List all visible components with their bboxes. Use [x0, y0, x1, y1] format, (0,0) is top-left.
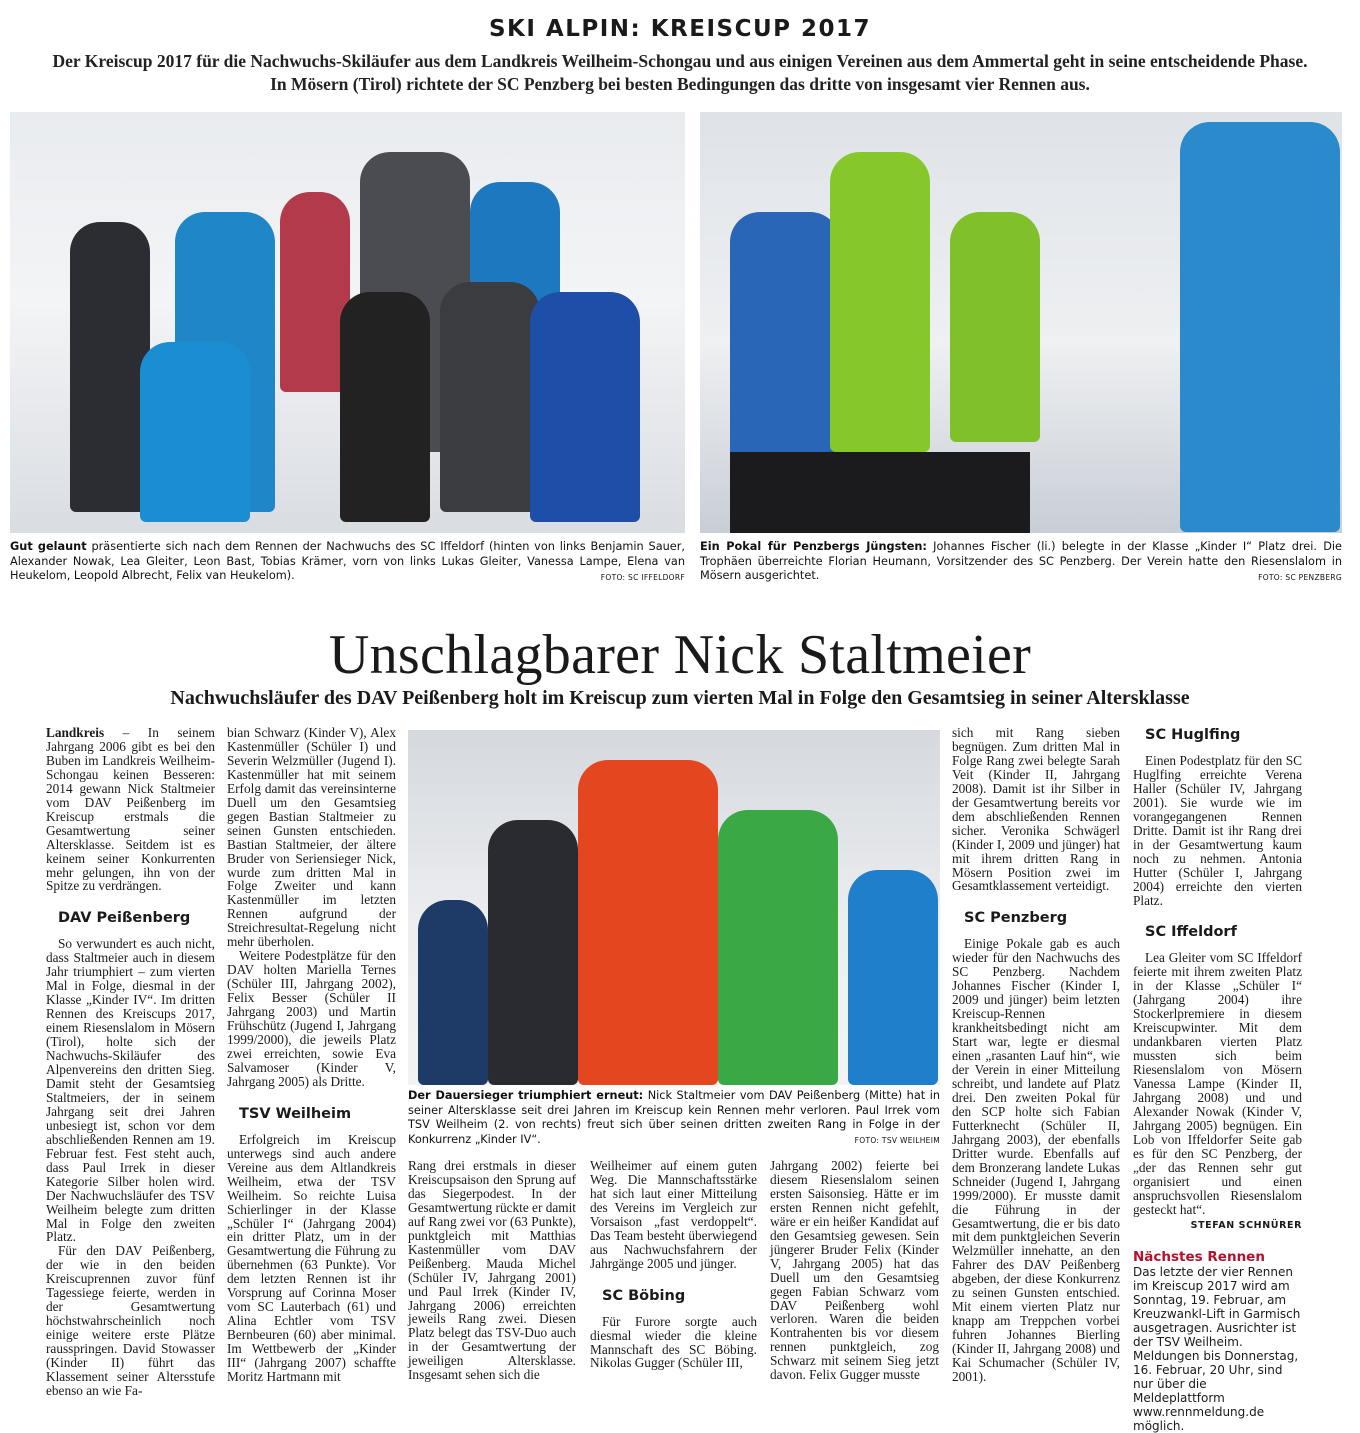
photo-caption [700, 540, 1342, 585]
photo-staltmeier-winners [408, 730, 940, 1085]
photo-credit: FOTO: TSV WEILHEIM [854, 1136, 940, 1146]
subheadline: Nachwuchsläufer des DAV Peißenberg holt im Kreiscup zum vierten Mal in Folge den Gesamtsieg in seiner Altersklasse [170, 687, 1190, 709]
caption-lead: Gut gelaunt [10, 540, 87, 553]
section-heading: SC Huglfing [1145, 727, 1241, 743]
paragraph: So verwundert es auch nicht, dass Staltmeier auch in diesem Jahr triumphiert – zum vierten Mal in Folge, diesmal in der Klasse „Kinder IV“. Im dritten Rennen des Kreiscups 2017, einem Riesenslalom in Mösern (Tirol), holte sich der Nachwuchs-Skiläufer des Alpenvereins den dritten Sieg. Damit steht der Gesamtsieg Staltmeiers, der in seinem Jahrgang seit drei Jahren unbesiegt ist, schon vor dem abschließenden Rennen am 19. Februar fest. Fest steht auch, dass Paul Irrek in dieser Kategorie Silber holen wird. Der Nachwuchsläufer des TSV Weilheim belegte zum dritten Mal in Folge den zweiten Platz. [46, 936, 215, 1245]
section-heading: SC Iffeldorf [1145, 924, 1237, 941]
photo-credit: FOTO: SC PENZBERG [1258, 572, 1342, 582]
photo-caption [10, 540, 685, 585]
photo-penzberg-podium [700, 112, 1342, 533]
info-box-text: Das letzte der vier Rennen im Kreiscup 2017 wird am Sonntag, 19. Februar, am Kreuzwankl-Lift in Garmisch ausgetragen. Ausrichter ist der TSV Weilheim. Meldungen bis Donnerstag, 16. Februar, 20 Uhr, sind nur über die Meldeplattform www.rennmeldung.de möglich. [1133, 1264, 1301, 1433]
paragraph: Lea Gleiter vom SC Iffeldorf feierte mit ihrem zweiten Platz in der Klasse „Schüler I“ (Jahrgang 2004) ihre Stockerlpremiere in diesem Kreiscupwinter. Mit dem undankbaren vierten Platz mussten sich beim Riesenslalom von Mösern Vanessa Lampe (Kinder II, Jahrgang 2008) und und Alexander Nowak (Kinder V, Jahrgang 2005) begnügen. Ein Lob von Iffeldorfer Seite gab es für den SC Penzberg, der „der das Rennen sehr gut organisiert und einen anspruchsvollen Riesenslalom gesteckt hat“. [1133, 950, 1302, 1217]
paragraph: Weitere Podestplätze für den DAV holten Mariella Ternes (Schüler III, Jahrgang 2002), Felix Besser (Schüler II Jahrgang 2003) und Martin Frühschütz (Jugend I, Jahrgang 1999/2000), die jeweils Platz zwei erreichten, sowie Eva Salvamoser (Kinder V, Jahrgang 2005) als Dritte. [227, 948, 396, 1089]
intro-line: Der Kreiscup 2017 für die Nachwuchs-Skiläufer aus dem Landkreis Weilheim-Schongau und aus einigen Vereinen aus dem Ammertal geht in seine entscheidende Phase. [52, 51, 1308, 71]
paragraph: Erfolgreich im Kreiscup unterwegs sind auch andere Vereine aus dem Altlandkreis Weilheim, etwa der TSV Weilheim. So reichte Luisa Schierlinger in der Klasse „Schüler I“ (Jahrgang 2004) ein dritter Platz, um in der Gesamtwertung die Führung zu übernehmen (63 Punkte). Vor dem letzten Rennen ist ihr Vorsprung auf Corinna Moser vom SC Lauterbach (61) und Alina Echtler vom TSV Bernbeuren (60) aber minimal. Im Wettbewerb der „Kinder III“ (Jahrgang 2007) schaffte Moritz Hartmann mit [227, 1131, 396, 1384]
info-box-title: Nächstes Rennen [1133, 1248, 1265, 1265]
caption-text: Johannes Fischer (li.) belegte in der Klasse „Kinder I“ Platz drei. Die Trophäen überreichte Florian Heumann, Vorsitzender des SC Penzberg. Der Verein hatte den Riesenslalom in Mösern ausgerichtet. [700, 540, 1342, 583]
article-column [1133, 726, 1302, 1433]
paragraph: Einen Podestplatz für den SC Huglfing erreichte Verena Haller (Schüler IV, Jahrgang 2001). Sie wurde wie im vorangegangenen Rennen Dritte. Damit ist ihr Rang drei in der Gesamtwertung kaum noch zu nehmen. Antonia Hutter (Schüler I, Jahrgang 2004) erreichte den vierten Platz. [1133, 753, 1302, 908]
caption-text: Nick Staltmeier vom DAV Peißenberg (Mitte) hat in seiner Altersklasse seit drei Jahren im Kreiscup kein Rennen mehr verloren. Paul Irrek vom TSV Weilheim (2. von rechts) freut sich über seinen dritten zweiten Rang in Folge in der Konkurrenz „Kinder IV“. [408, 1089, 940, 1146]
section-kicker: SKI ALPIN: KREISCUP 2017 [488, 16, 872, 42]
caption-lead: Der Dauersieger triumphiert erneut: [408, 1089, 644, 1102]
photo-iffeldorf-team [10, 112, 685, 533]
headline: Unschlagbarer Nick Staltmeier [328, 624, 1032, 686]
paragraph: bian Schwarz (Kinder V), Alex Kastenmüller (Schüler I) und Severin Welzmüller (Jugend I). Kastenmüller hat mit seinem Erfolg damit das vereinsinterne Duell um den Gesamtsieg gegen Bastian Staltmeier zu seinen Gunsten entschieden. Bastian Staltmeier, der ältere Bruder von Seriensieger Nick, wurde zum dritten Mal in Folge Zweiter und kann Kastenmüller im letzten Rennen aufgrund der Streichresultat-Regelung nicht mehr überholen. [227, 725, 396, 950]
article-column [227, 726, 396, 1390]
article-column [46, 725, 215, 1398]
paragraph: Für den DAV Peißenberg, der wie in den beiden Kreiscuprennen zuvor fünf Tagessiege feierte, werden in der Gesamtwertung höchstwahrscheinlich noch einige weitere erste Plätze rausspringen. David Stowasser (Kinder II) führt das Klassement seiner Altersstufe ebenso an wie Fa- [46, 1243, 215, 1398]
section-heading: SC Penzberg [964, 910, 1068, 927]
paragraph: sich mit Rang sieben begnügen. Zum dritten Mal in Folge Rang zwei belegte Sarah Veit (Kinder II, Jahrgang 2008). Damit ist ihr Silber in der Gesamtwertung bereits vor dem abschließenden Rennen sicher. Veronika Schwägerl (Kinder I, 2009 und jünger) hat mit ihrem dritten Rang in Mösern Position zwei im Gesamtklassement verteidigt. [952, 725, 1120, 894]
paragraph: Rang drei erstmals in dieser Kreiscupsaison den Sprung auf das Siegerpodest. In der Gesamtwertung rückte er damit auf Rang zwei vor (63 Punkte), punktgleich mit Matthias Kastenmüller vom DAV Peißenberg. Mauda Michel (Schüler IV, Jahrgang 2001) und Paul Irrek (Kinder IV, Jahrgang 2006) erreichten jeweils Rang zwei. Diesen Platz belegt das TSV-Duo auch in der Gesamtwertung der jeweiligen Altersklasse. Insgesamt sehen sich die [408, 1158, 576, 1383]
section-heading: TSV Weilheim [239, 1105, 352, 1122]
paragraph: Für Furore sorgte auch diesmal wieder die kleine Mannschaft des SC Böbing. Nikolas Gugger (Schüler III, [590, 1313, 757, 1371]
article-column [590, 1159, 757, 1391]
photo-caption [408, 1089, 940, 1149]
paragraph: Weilheimer auf einem guten Weg. Die Mannschaftsstärke hat sich laut einer Mitteilung des Vereins im Vergleich zur Vorsaison „fast verdoppelt“. Das Team besteht überwiegend aus Nachwuchsfahrern der Jahrgänge 2005 und jünger. [590, 1158, 757, 1271]
section-heading: SC Böbing [602, 1287, 686, 1304]
author-byline: STEFAN SCHNÜRER [1190, 1219, 1302, 1231]
article-column [408, 1159, 576, 1391]
article-column [770, 1159, 939, 1391]
section-heading: DAV Peißenberg [58, 910, 191, 927]
caption-text: präsentierte sich nach dem Rennen der Nachwuchs des SC Iffeldorf (hinten von links Benjamin Sauer, Alexander Nowak, Lea Gleiter, Leon Bast, Tobias Krämer, vorn von links Lukas Gleiter, Vanessa Lampe, Elena van Heukelom, Leopold Albrecht, Felix van Heukelom). [10, 540, 685, 583]
section-intro [20, 50, 1340, 96]
paragraph-text: – In seinem Jahrgang 2006 gibt es bei den Buben im Landkreis Weilheim-Schongau keinen Besseren: 2014 gewann Nick Staltmeier vom DAV Peißenberg im Kreiscup erstmals die Gesamtwertung seiner Altersklasse. Seitdem ist es keinem seiner Konkurrenten mehr gelungen, ihn von der Spitze zu verdrängen. [46, 725, 215, 894]
photo-credit: FOTO: SC IFFELDORF [600, 572, 685, 582]
paragraph [46, 726, 215, 893]
caption-lead: Ein Pokal für Penzbergs Jüngsten: [700, 540, 927, 553]
info-box [1133, 1249, 1302, 1433]
article-column [952, 726, 1120, 1390]
paragraph: Einige Pokale gab es auch wieder für den Nachwuchs des SC Penzberg. Nachdem Johannes Fischer (Kinder I, 2009 und jünger) beim letzten Kreiscup-Rennen krankheitsbedingt nicht am Start war, legte er diesmal einen „rasanten Lauf hin“, wie der Verein in einer Mitteilung schreibt, und landete auf Platz drei. Den zweiten Pokal für den SCP holte sich Fabian Futterknecht (Schüler II, Jahrgang 2003), der ebenfalls Dritter wurde. Ebenfalls auf dem Bronzerang landete Lukas Schneider (Jugend I, Jahrgang 1999/2000). Er musste damit die Führung in der Gesamtwertung, die er bis dato mit dem punktgleichen Severin Welzmüller innehatte, an den Fahrer des DAV Peißenberg abgeben, der diese Konkurrenz zu seinen Gunsten entschied. Mit einem vierten Platz nur knapp am Treppchen vorbei fuhren Johannes Bierling (Kinder II, Jahrgang 2008) und Kai Schumacher (Schüler IV, 2001). [952, 936, 1120, 1384]
dateline: Landkreis [46, 725, 105, 740]
intro-line: In Mösern (Tirol) richtete der SC Penzberg bei besten Bedingungen das dritte von insgesamt vier Rennen aus. [270, 74, 1090, 94]
paragraph: Jahrgang 2002) feierte bei diesem Riesenslalom seinen ersten Saisonsieg. Hätte er im ersten Rennen nicht gefehlt, wäre er ein heißer Kandidat auf den Gesamtsieg gewesen. Sein jüngerer Bruder Felix (Kinder V, Jahrgang 2005) hat das Duell um den Gesamtsieg gegen Fabian Schwarz vom DAV Peißenberg wohl verloren. Waren die beiden Kontrahenten bis vor diesem rennen punktgleich, zog Schwarz mit seinem Sieg jetzt davon. Felix Gugger musste [770, 1158, 939, 1383]
